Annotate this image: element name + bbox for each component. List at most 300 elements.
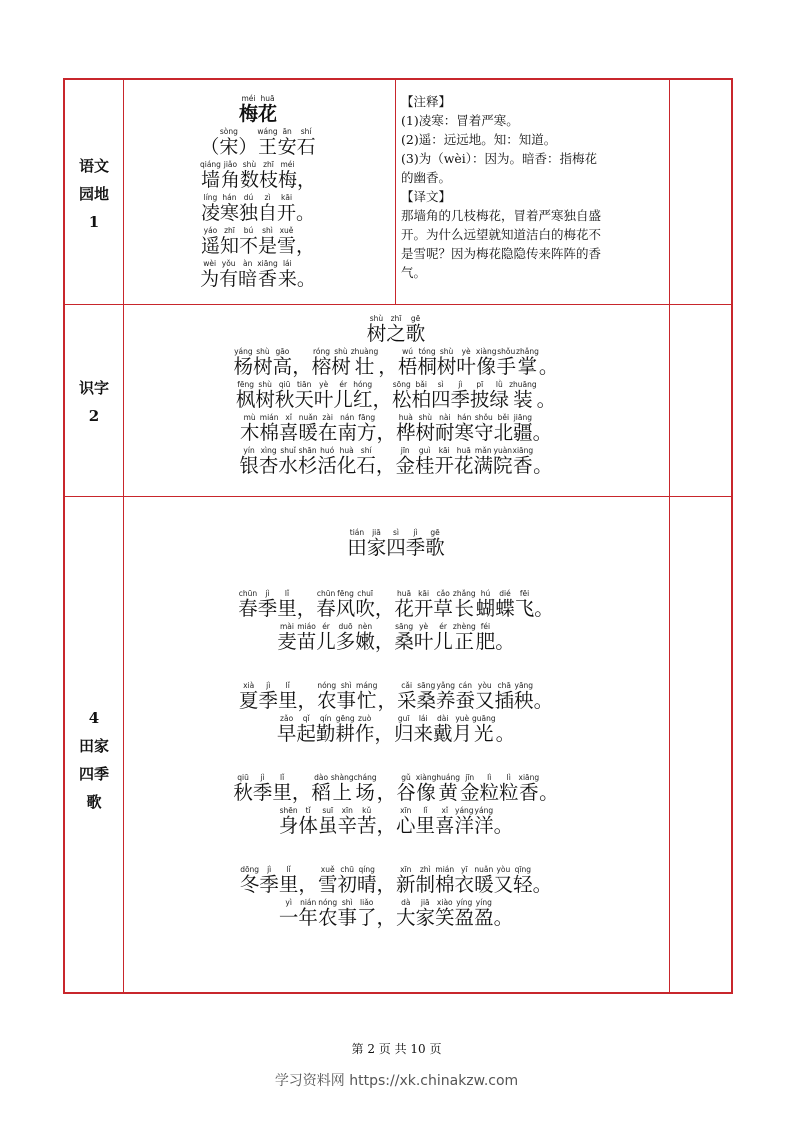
hanzi-with-pinyin: [455, 865, 475, 896]
pinyin: xuě: [279, 226, 294, 235]
hanzi: 桂: [414, 454, 435, 477]
hanzi-with-pinyin: [476, 589, 496, 620]
hanzi-with-pinyin: [233, 773, 253, 804]
hanzi-with-pinyin: [275, 380, 295, 411]
hanzi: 手: [496, 355, 517, 378]
hanzi-with-pinyin: [298, 413, 318, 444]
hanzi-with-pinyin: [494, 865, 514, 896]
pinyin: zhǎng: [516, 347, 539, 356]
pinyin: xīn: [341, 806, 353, 815]
punctuation: [537, 380, 557, 411]
punctuation: [372, 380, 392, 411]
pinyin: bú: [243, 226, 254, 235]
hanzi-with-pinyin: [238, 589, 258, 620]
hanzi-with-pinyin: [513, 413, 533, 444]
hanzi: 角: [220, 169, 240, 191]
pinyin: shù: [369, 314, 384, 323]
hanzi-with-pinyin: [259, 413, 279, 444]
pinyin: tián: [349, 528, 365, 537]
translation-heading: 【译文】: [401, 189, 452, 204]
pinyin: wú: [402, 347, 414, 356]
hanzi: 农: [317, 906, 338, 929]
label-line: 歌: [86, 793, 102, 811]
pinyin: huā: [456, 446, 471, 455]
pinyin: yíng: [456, 898, 473, 907]
hanzi-with-pinyin: [476, 622, 496, 653]
hanzi-with-pinyin: [316, 622, 336, 653]
hanzi: 叶: [456, 355, 476, 378]
pinyin: shù: [256, 347, 270, 356]
pinyin: zài: [322, 413, 333, 422]
hanzi-with-pinyin: [238, 259, 257, 290]
hanzi-with-pinyin: [277, 193, 296, 224]
hanzi: 枝: [258, 169, 278, 191]
pinyin: ér: [439, 622, 447, 631]
pinyin: jì: [265, 589, 270, 598]
note-line: (1)凌寒：冒着严寒。: [401, 113, 519, 128]
punctuation: [533, 413, 553, 444]
translation-line: 气。: [401, 265, 427, 280]
hanzi: 寒: [454, 421, 475, 444]
pinyin: jiǎo: [223, 160, 238, 169]
hanzi: 树: [253, 355, 273, 378]
pinyin: zhī: [390, 314, 402, 323]
hanzi-with-pinyin: [396, 898, 416, 929]
punctuation: [494, 898, 514, 929]
hanzi: 上: [332, 781, 353, 804]
hanzi-with-pinyin: [493, 446, 513, 477]
hanzi-with-pinyin: [279, 806, 299, 837]
pinyin: nài: [439, 413, 451, 422]
pinyin: chuī: [357, 589, 373, 598]
hanzi: 盈: [454, 906, 475, 929]
hanzi: 披: [470, 388, 490, 411]
hanzi-with-pinyin: [455, 806, 475, 837]
hanzi: 树: [331, 355, 351, 378]
hanzi: 四: [386, 536, 406, 559]
hanzi: 粒: [479, 781, 499, 804]
pinyin: huā: [260, 94, 275, 103]
hanzi: ，: [297, 169, 317, 191]
hanzi: 木: [239, 421, 260, 444]
hanzi: 。: [536, 388, 557, 411]
pinyin: yáng: [234, 347, 253, 356]
punctuation: [292, 773, 312, 804]
pinyin: sòng: [219, 127, 238, 136]
hanzi: ，: [376, 906, 396, 929]
hanzi-with-pinyin: [331, 347, 351, 378]
label-line: 园地: [78, 185, 109, 203]
pinyin: zì: [264, 193, 271, 202]
pinyin: shù: [334, 347, 348, 356]
hanzi-with-pinyin: [337, 865, 357, 896]
punctuation: [496, 714, 516, 745]
pinyin: jīn: [465, 773, 475, 782]
hanzi: 枫: [235, 388, 256, 411]
pinyin: shù: [418, 413, 432, 422]
translation-line: 是雪呢？因为梅花隐隐传来阵阵的香: [401, 246, 602, 261]
hanzi-with-pinyin: [474, 865, 494, 896]
label-line: 语文: [78, 157, 109, 175]
punctuation: [297, 160, 316, 191]
pinyin: jiā: [372, 528, 381, 537]
hanzi-with-pinyin: [318, 413, 338, 444]
pinyin: lǐ: [284, 589, 290, 598]
hanzi: ，: [375, 454, 396, 477]
punctuation: [376, 898, 396, 929]
hanzi-with-pinyin: [474, 413, 494, 444]
pinyin: qiū: [278, 380, 291, 389]
hanzi-with-pinyin: [519, 773, 540, 804]
hanzi: 喜: [435, 814, 455, 837]
song-line: [123, 622, 669, 653]
pinyin: gēng: [335, 714, 355, 723]
pinyin: hán: [222, 193, 237, 202]
watermark: 学习资料网 https://xk.chinakzw.com: [274, 1073, 519, 1089]
song-line: [123, 865, 669, 896]
hanzi: 季: [257, 597, 278, 620]
label-line: 田家: [78, 737, 109, 755]
hanzi: 儿: [316, 630, 336, 653]
pinyin: fēi: [519, 589, 530, 598]
pinyin: líng: [203, 193, 218, 202]
hanzi: 桦: [396, 421, 416, 444]
label-line: 四季: [78, 765, 109, 783]
translation-line: 开。为什么远望就知道洁白的梅花不: [401, 227, 602, 242]
hanzi: 里: [272, 781, 292, 804]
hanzi: 肥: [475, 630, 496, 653]
hanzi: 风: [335, 597, 356, 620]
hanzi-with-pinyin: [431, 380, 451, 411]
hanzi: 飞: [514, 597, 535, 620]
hanzi: 棉: [435, 873, 455, 896]
pinyin: duō: [338, 622, 353, 631]
punctuation: [533, 865, 553, 896]
hanzi-with-pinyin: [258, 193, 277, 224]
hanzi-with-pinyin: [515, 589, 535, 620]
hanzi-with-pinyin: [337, 898, 357, 929]
hanzi: 遥: [200, 235, 220, 257]
hanzi-with-pinyin: [453, 622, 476, 653]
pinyin: xiāng: [518, 773, 540, 782]
pinyin: cǎi: [401, 681, 413, 690]
hanzi: 南: [337, 421, 357, 444]
punctuation: [377, 681, 397, 712]
hanzi-with-pinyin: [454, 446, 474, 477]
hanzi-with-pinyin: [414, 622, 434, 653]
hanzi: 水: [278, 454, 298, 477]
hanzi-with-pinyin: [495, 681, 515, 712]
hanzi-with-pinyin: [221, 160, 240, 191]
hanzi: 多: [335, 630, 356, 653]
hanzi-with-pinyin: [240, 865, 260, 896]
hanzi-with-pinyin: [258, 94, 277, 125]
hanzi-with-pinyin: [318, 898, 338, 929]
hanzi-with-pinyin: [200, 259, 219, 290]
pinyin: běi: [497, 413, 510, 422]
hanzi: 里: [278, 873, 299, 896]
hanzi: 冬: [239, 873, 260, 896]
pinyin: lǐ: [280, 773, 285, 782]
song-line: [123, 898, 669, 929]
hanzi: 王: [257, 136, 277, 158]
hanzi: 了: [356, 906, 377, 929]
hanzi: 榕: [311, 355, 332, 378]
hanzi: ，: [376, 814, 396, 837]
hanzi: 春: [316, 597, 336, 620]
hanzi: 蚕: [455, 689, 476, 712]
hanzi: 田: [347, 536, 367, 559]
pinyin: jiā: [420, 898, 430, 907]
hanzi-with-pinyin: [433, 589, 453, 620]
pinyin: dú: [243, 193, 254, 202]
hanzi: 笑: [435, 906, 455, 929]
hanzi-with-pinyin: [396, 773, 416, 804]
pinyin: mài: [280, 622, 294, 631]
hanzi: 辛: [337, 814, 357, 837]
hanzi: 里: [277, 689, 298, 712]
hanzi: 早: [276, 722, 297, 745]
hanzi-with-pinyin: [396, 413, 416, 444]
hanzi-with-pinyin: [495, 589, 515, 620]
hanzi: 香: [258, 268, 278, 290]
pinyin: sì: [437, 380, 444, 389]
hanzi-with-pinyin: [335, 714, 355, 745]
hanzi: 。: [534, 597, 554, 620]
pinyin: shì: [262, 226, 273, 235]
pinyin: huā: [397, 589, 412, 598]
song-title: [123, 528, 669, 559]
hanzi: 桑: [416, 689, 436, 712]
pinyin: shān: [298, 446, 317, 455]
pinyin: jì: [413, 528, 418, 537]
label-line: 识字: [78, 379, 109, 397]
pinyin: dà: [401, 898, 411, 907]
pinyin: yǒu: [221, 259, 236, 268]
pinyin: mián: [259, 413, 279, 422]
hanzi-with-pinyin: [416, 681, 436, 712]
note-line: (2)遥：远远地。知：知道。: [401, 132, 557, 147]
pinyin: yāng: [514, 681, 534, 690]
hanzi-with-pinyin: [258, 681, 278, 712]
pinyin: xīn: [400, 806, 412, 815]
pinyin: dōng: [240, 865, 260, 874]
hanzi-with-pinyin: [278, 259, 297, 290]
hanzi: 。: [539, 781, 559, 804]
row-divider: [65, 496, 731, 497]
hanzi-with-pinyin: [470, 380, 490, 411]
hanzi: ，: [376, 873, 396, 896]
hanzi: 掌: [517, 355, 538, 378]
hanzi-with-pinyin: [433, 714, 453, 745]
pinyin: shēn: [279, 806, 298, 815]
pinyin: [296, 226, 315, 235]
pinyin: nián: [300, 898, 317, 907]
pinyin: jì: [260, 773, 265, 782]
hanzi: 金: [459, 781, 480, 804]
pinyin: guī: [397, 714, 410, 723]
pinyin: [238, 127, 257, 136]
pinyin: qín: [319, 714, 332, 723]
hanzi: 大: [396, 906, 416, 929]
hanzi: 墙: [200, 169, 220, 191]
hanzi: 院: [493, 454, 513, 477]
hanzi-with-pinyin: [240, 413, 260, 444]
pinyin: shù: [439, 347, 454, 356]
poem-author: [123, 127, 393, 158]
hanzi: 歌: [405, 322, 426, 345]
song-line: [123, 380, 669, 411]
pinyin: kǔ: [362, 806, 372, 815]
hanzi: 粒: [499, 781, 519, 804]
punctuation: [533, 446, 553, 477]
hanzi: 红: [352, 388, 373, 411]
hanzi-with-pinyin: [516, 347, 539, 378]
hanzi-with-pinyin: [497, 347, 517, 378]
hanzi: 月: [452, 722, 472, 745]
hanzi-with-pinyin: [417, 347, 437, 378]
pinyin: jì: [267, 865, 272, 874]
hanzi: 采: [396, 689, 417, 712]
punctuation: [376, 806, 396, 837]
hanzi-with-pinyin: [396, 806, 416, 837]
punctuation: [375, 622, 395, 653]
hanzi: 梅: [238, 103, 258, 125]
hanzi: 。: [532, 873, 553, 896]
poem-line: [123, 193, 393, 224]
hanzi-with-pinyin: [253, 773, 273, 804]
pinyin: zuò: [358, 714, 372, 723]
hanzi-with-pinyin: [219, 259, 238, 290]
pinyin: hán: [457, 413, 472, 422]
hanzi: 梧: [397, 355, 418, 378]
hanzi-with-pinyin: [355, 714, 375, 745]
punctuation: [238, 127, 257, 158]
punctuation: [495, 622, 515, 653]
pinyin: cán: [458, 681, 472, 690]
pinyin: wáng: [257, 127, 278, 136]
hanzi: 独: [238, 202, 258, 224]
hanzi: 作: [354, 722, 375, 745]
hanzi: 又: [493, 873, 514, 896]
pinyin: zhuàng: [350, 347, 379, 356]
hanzi-with-pinyin: [394, 622, 414, 653]
hanzi-with-pinyin: [277, 589, 297, 620]
song-line: [123, 681, 669, 712]
poem-meihua: [123, 94, 393, 292]
hanzi: 叶: [313, 388, 334, 411]
stanza-summer: [123, 681, 669, 745]
hanzi: 里: [415, 814, 436, 837]
hanzi: 黄: [438, 781, 458, 804]
hanzi-with-pinyin: [351, 347, 379, 378]
hanzi: 杏: [258, 454, 279, 477]
hanzi: 花: [258, 103, 278, 125]
hanzi: 嫩: [355, 630, 375, 653]
hanzi: 稻: [311, 781, 331, 804]
hanzi: 数: [239, 169, 259, 191]
hanzi: 晴: [356, 873, 377, 896]
song-tianjiasijige: [123, 528, 669, 931]
translation-line: 那墙角的几枝梅花，冒着严寒独自盛: [401, 208, 602, 223]
pinyin: xǐ: [441, 806, 449, 815]
pinyin: yuàn: [493, 446, 513, 455]
hanzi: 为: [200, 268, 220, 290]
row-label-2: [65, 374, 123, 430]
pinyin: lái: [282, 259, 292, 268]
hanzi-with-pinyin: [513, 865, 533, 896]
hanzi: 长: [454, 597, 475, 620]
hanzi-with-pinyin: [297, 127, 316, 158]
hanzi-with-pinyin: [337, 681, 357, 712]
hanzi-with-pinyin: [435, 898, 455, 929]
pinyin: [297, 160, 316, 169]
hanzi-with-pinyin: [398, 347, 418, 378]
hanzi-with-pinyin: [367, 528, 387, 559]
hanzi: 夏: [238, 689, 259, 712]
pinyin: xǐ: [285, 413, 292, 422]
column-divider: [395, 80, 396, 304]
pinyin: huáng: [436, 773, 460, 782]
hanzi: 绿: [489, 388, 510, 411]
hanzi-with-pinyin: [257, 259, 278, 290]
pinyin: qīng: [514, 865, 532, 874]
label-line: 4: [88, 709, 100, 727]
hanzi: 。: [533, 689, 554, 712]
hanzi: 。: [296, 202, 316, 224]
hanzi: 有: [219, 268, 239, 290]
hanzi-with-pinyin: [392, 380, 412, 411]
hanzi: 柏: [411, 388, 431, 411]
note-line: (3)为（wèi）：因为。暗香：指梅花: [401, 151, 598, 166]
hanzi: 插: [494, 689, 515, 712]
hanzi: 洋: [474, 814, 494, 837]
pinyin: nuǎn: [474, 865, 494, 874]
hanzi-with-pinyin: [356, 446, 376, 477]
hanzi-with-pinyin: [294, 380, 314, 411]
pinyin: suī: [322, 806, 334, 815]
hanzi-with-pinyin: [406, 528, 426, 559]
pinyin: zhī: [224, 226, 235, 235]
pinyin: xiàng: [415, 773, 437, 782]
hanzi: 来: [277, 268, 297, 290]
hanzi: 不: [238, 235, 258, 257]
hanzi: 知: [219, 235, 239, 257]
hanzi: 壮: [354, 355, 375, 378]
pinyin: féi: [480, 622, 491, 631]
hanzi: 儿: [333, 388, 353, 411]
hanzi-with-pinyin: [357, 806, 377, 837]
hanzi: 四: [431, 388, 451, 411]
pinyin: mù: [243, 413, 256, 422]
pinyin: sōng: [392, 380, 411, 389]
hanzi: 季: [258, 689, 278, 712]
pinyin: hú: [480, 589, 491, 598]
hanzi: （: [200, 136, 220, 158]
hanzi: 像: [416, 781, 436, 804]
pinyin: jīn: [400, 446, 410, 455]
pinyin: mián: [435, 865, 455, 874]
hanzi: 雪: [277, 235, 297, 257]
hanzi-with-pinyin: [474, 806, 494, 837]
hanzi: 蝶: [495, 597, 515, 620]
hanzi: ，: [291, 781, 312, 804]
song-shuzhige: [123, 314, 669, 479]
pinyin: miáo: [297, 622, 316, 631]
hanzi: 在: [317, 421, 338, 444]
hanzi-with-pinyin: [239, 94, 258, 125]
hanzi: 戴: [432, 722, 453, 745]
